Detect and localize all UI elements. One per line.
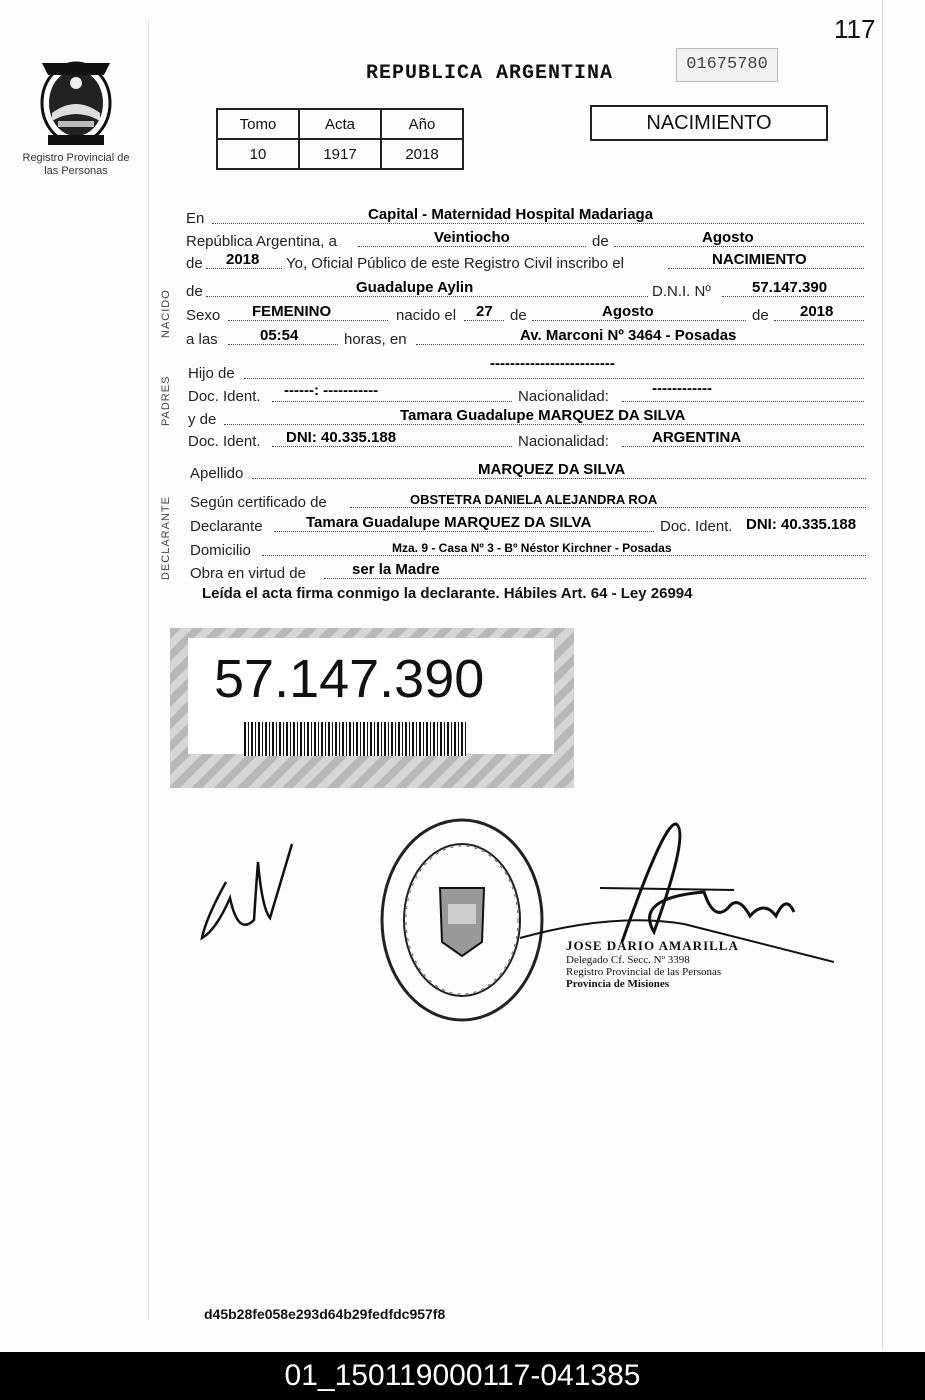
label-de: de [592,233,609,250]
dotted-line [464,320,504,321]
form-row-sex [186,302,868,326]
official-stamp [566,938,739,990]
form-row-declarant [186,513,868,537]
page-edge [882,0,883,1350]
dotted-line [622,446,864,447]
registry-table-header [217,109,463,139]
value-birth-time: 05:54 [260,327,299,344]
label-hijo-de: Hijo de [188,365,235,382]
value-birth-place: Av. Marconi Nº 3464 - Posadas [520,327,737,344]
form-row-certificate [186,489,868,513]
registry-value-acta: 1917 [299,139,381,169]
value-birth-day: 27 [476,303,493,320]
label-doc-ident: Doc. Ident. [660,518,733,535]
label-dni: D.N.I. Nº [652,283,711,300]
form-row-father-doc [186,380,868,407]
section-label-padres: PADRES [160,375,172,426]
label-segun-certificado: Según certificado de [190,494,327,511]
serial-number: 01675780 [676,48,778,82]
label-de-year: de [186,255,203,272]
label-apellido: Apellido [190,465,244,482]
dotted-line [244,378,864,379]
dotted-line [416,344,864,345]
value-sex: FEMENINO [252,303,332,320]
dni-sticker-number: 57.147.390 [214,649,485,709]
label-a-las: a las [186,331,218,348]
label-declarante: Declarante [190,518,263,535]
dotted-line [224,424,864,425]
form-row-mother-doc [186,428,868,452]
registry-header-acta: Acta [299,109,381,139]
page-fold-line [148,20,149,1320]
label-de-name: de [186,283,203,300]
dotted-line [252,478,866,479]
value-declarant-doc: DNI: 40.335.188 [746,516,857,533]
dotted-line [614,246,864,247]
label-nacionalidad: Nacionalidad: [518,388,609,405]
label-nacionalidad: Nacionalidad: [518,433,609,450]
label-de: de [510,307,527,324]
dotted-line [622,401,864,402]
dotted-line [358,246,586,247]
label-horas-en: horas, en [344,331,407,348]
logo-caption: Registro Provincial de las Personas [22,152,130,177]
dni-sticker [170,628,574,788]
dotted-line [206,296,648,297]
form-row-en [186,205,868,229]
dotted-line [668,268,864,269]
dotted-line [272,446,512,447]
value-month: Agosto [702,229,754,246]
form-row-republica [186,228,868,252]
value-certifier: OBSTETRA DANIELA ALEJANDRA ROA [410,492,658,507]
registry-table [216,108,464,170]
label-republica: República Argentina, a [186,233,337,250]
official-province: Provincia de Misiones [566,978,670,990]
value-father-doc: ------: ----------- [284,382,379,399]
dni-sticker-label [188,638,554,754]
dotted-line [206,268,282,269]
footer-id: 01_150119000117-041385 [0,1352,925,1400]
label-obra-en-virtud: Obra en virtud de [190,565,306,582]
value-declarant: Tamara Guadalupe MARQUEZ DA SILVA [306,514,592,531]
official-office: Registro Provincial de las Personas [566,966,722,978]
label-de: de [752,307,769,324]
form-row-name [186,278,868,302]
dotted-line [228,320,388,321]
value-obra: ser la Madre [352,561,440,578]
dotted-line [272,401,512,402]
label-en: En [186,210,205,227]
form-row-address [186,537,868,561]
page-number: 117 [834,14,876,44]
value-place: Capital - Maternidad Hospital Madariaga [368,206,654,223]
value-name: Guadalupe Aylin [356,279,474,296]
dotted-line [324,578,866,579]
label-doc-ident: Doc. Ident. [188,388,261,405]
value-birth-month: Agosto [602,303,654,320]
section-label-declarante: DECLARANTE [160,496,172,580]
form-row-father [186,355,868,384]
value-day-words: Veintiocho [434,229,510,246]
value-father: ------------------------- [490,355,615,372]
registry-value-ano: 2018 [381,139,463,169]
form-row-obra [186,560,868,584]
label-sexo: Sexo [186,307,221,324]
value-mother-doc: DNI: 40.335.188 [286,429,397,446]
value-address: Mza. 9 - Casa Nº 3 - Bº Néstor Kirchner - Posadas [392,541,672,555]
registry-value-tomo: 10 [217,139,299,169]
label-inscribo: Yo, Oficial Público de este Registro Civil inscribo el [286,255,624,272]
form-row-year [186,250,868,274]
value-father-nationality: ------------ [652,380,712,397]
value-year: 2018 [226,251,260,268]
barcode [244,722,466,756]
label-nacido-el: nacido el [396,307,457,324]
label-y-de: y de [188,411,217,428]
label-doc-ident: Doc. Ident. [188,433,261,450]
dotted-line [262,555,866,556]
form-row-time [186,326,868,350]
official-title: Delegado Cf. Secc. Nº 3398 [566,954,690,966]
dotted-line [722,296,864,297]
form-row-surname [186,460,868,484]
value-birth-year: 2018 [800,303,834,320]
value-mother-nationality: ARGENTINA [652,429,742,446]
declarant-signature-icon [196,838,300,950]
dotted-line [774,320,864,321]
registry-header-ano: Año [381,109,463,139]
label-domicilio: Domicilio [190,542,251,559]
dotted-line [228,344,338,345]
registry-table-values [217,139,463,169]
official-name: JOSE DARIO AMARILLA [566,938,739,953]
dotted-line [532,320,746,321]
value-surname: MARQUEZ DA SILVA [478,461,626,478]
section-label-nacido: NACIDO [160,289,172,338]
province-coat-of-arms-icon [28,55,128,150]
value-dni: 57.147.390 [752,279,828,296]
dotted-line [212,223,864,224]
value-event: NACIMIENTO [712,251,807,268]
value-mother: Tamara Guadalupe MARQUEZ DA SILVA [400,407,686,424]
country-title: REPUBLICA ARGENTINA [366,62,614,85]
closing-statement: Leída el acta firma conmigo la declarante. Hábiles Art. 64 - Ley 26994 [202,585,693,602]
dotted-line [350,507,866,508]
dotted-line [274,531,654,532]
form-row-mother [186,406,868,430]
registry-header-tomo: Tomo [217,109,299,139]
document-hash: d45b28fe058e293d64b29fedfdc957f8 [204,1306,446,1322]
record-type-box: NACIMIENTO [590,105,828,141]
